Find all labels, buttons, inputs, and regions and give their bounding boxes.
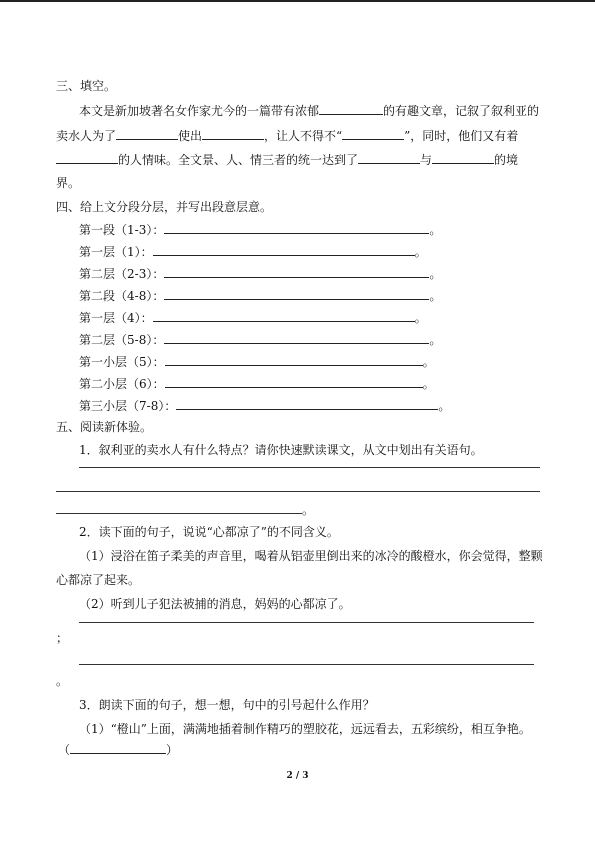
page-top-rule <box>0 0 595 2</box>
row-end: 。 <box>429 223 442 237</box>
row-label: 第一小层（5）： <box>79 355 165 369</box>
sentence-1-line-2: 心都凉了起来。 <box>56 573 141 587</box>
row-end: 。 <box>422 377 435 391</box>
row-end: 。 <box>414 311 427 325</box>
answer-parentheses <box>58 742 178 757</box>
sentence-2: （2）听到儿子犯法被捕的消息，妈妈的心都凉了。 <box>79 597 351 611</box>
period-mark: 。 <box>56 674 69 688</box>
row-end: 。 <box>438 399 451 413</box>
section-5-heading: 五、阅读新体验。 <box>56 420 153 434</box>
answer-blank[interactable] <box>165 354 423 366</box>
text: 与 <box>420 153 433 167</box>
answer-blank[interactable] <box>164 266 429 278</box>
outline-row <box>79 332 441 347</box>
row-end: 。 <box>429 289 442 303</box>
row-label: 第一段（1-3）： <box>79 223 165 237</box>
row-label: 第二小层（6）： <box>79 377 165 391</box>
section-4-heading: 四、给上文分段分层，并写出段意层意。 <box>56 200 273 214</box>
semicolon-mark: ； <box>56 631 69 645</box>
outline-row <box>79 310 427 325</box>
question-2: 2．读下面的句子，说说“心都凉了”的不同含义。 <box>79 525 339 539</box>
answer-blank[interactable] <box>70 742 166 754</box>
answer-line[interactable] <box>56 491 540 492</box>
row-end: 。 <box>422 355 435 369</box>
outline-row <box>79 266 441 281</box>
text: 使出 <box>178 129 203 143</box>
fill-blank[interactable] <box>432 152 494 164</box>
row-label: 第二段（4-8）： <box>79 289 165 303</box>
period-mark: 。 <box>302 503 315 517</box>
fill-blank[interactable] <box>202 128 264 140</box>
page-number: 2 / 3 <box>286 771 309 781</box>
row-end: 。 <box>429 267 442 281</box>
row-end: 。 <box>429 333 442 347</box>
text: 卖水人为了 <box>56 129 117 143</box>
row-label: 第一层（1）： <box>79 245 153 259</box>
question-3: 3．朗读下面的句子，想一想，句中的引号起什么作用？ <box>79 698 375 712</box>
outline-row <box>79 354 435 369</box>
answer-line[interactable] <box>56 513 302 514</box>
fill-blank[interactable] <box>56 152 118 164</box>
answer-blank[interactable] <box>164 288 429 300</box>
section-3-line-3 <box>56 152 518 167</box>
row-label: 第一层（4）： <box>79 311 153 325</box>
section-3-line-1 <box>79 103 539 118</box>
text: 的有趣文章，记叙了叙利亚的 <box>383 104 540 118</box>
answer-blank[interactable] <box>176 398 438 410</box>
paren-open: （ <box>58 743 71 757</box>
outline-row <box>79 376 435 391</box>
text: 的境 <box>494 153 519 167</box>
row-label: 第三小层（7-8）： <box>79 399 177 413</box>
fill-blank[interactable] <box>319 103 383 115</box>
answer-line[interactable] <box>79 664 534 665</box>
section-3-line-2 <box>56 128 518 143</box>
answer-blank[interactable] <box>165 376 423 388</box>
answer-blank[interactable] <box>164 222 429 234</box>
outline-row <box>79 222 441 237</box>
text: 的人情味。全文景、人、情三者的统一达到了 <box>118 153 359 167</box>
answer-blank[interactable] <box>164 332 429 344</box>
section-3-heading: 三、填空。 <box>56 79 117 93</box>
text: 本文是新加坡著名女作家尤今的一篇带有浓郁 <box>79 104 320 118</box>
answer-line[interactable] <box>79 467 540 468</box>
outline-row <box>79 244 427 259</box>
question-1: 1．叙利亚的卖水人有什么特点？请你快速默读课文，从文中划出有关语句。 <box>79 443 483 457</box>
text: ，让人不得不“ <box>264 129 343 143</box>
answer-blank[interactable] <box>153 244 415 256</box>
outline-row <box>79 288 441 303</box>
fill-blank[interactable] <box>116 128 178 140</box>
row-end: 。 <box>414 245 427 259</box>
paren-close: ） <box>166 743 179 757</box>
outline-row <box>79 398 450 413</box>
section-3-line-4: 界。 <box>56 176 81 190</box>
fill-blank[interactable] <box>342 128 404 140</box>
sentence-1-line-1: （1）浸浴在笛子柔美的声音里，喝着从铝壶里倒出来的冰冷的酸橙水，你会觉得，整颗 <box>79 549 543 563</box>
sentence-3-1: （1）“橙山”上面，满满地插着制作精巧的塑胶花，远远看去，五彩缤纷，相互争艳。 <box>79 722 531 736</box>
fill-blank[interactable] <box>358 152 420 164</box>
text: ”，同时，他们又有着 <box>404 129 519 143</box>
answer-line[interactable] <box>79 622 534 623</box>
row-label: 第二层（2-3）： <box>79 267 165 281</box>
row-label: 第二层（5-8）： <box>79 333 165 347</box>
answer-blank[interactable] <box>153 310 415 322</box>
